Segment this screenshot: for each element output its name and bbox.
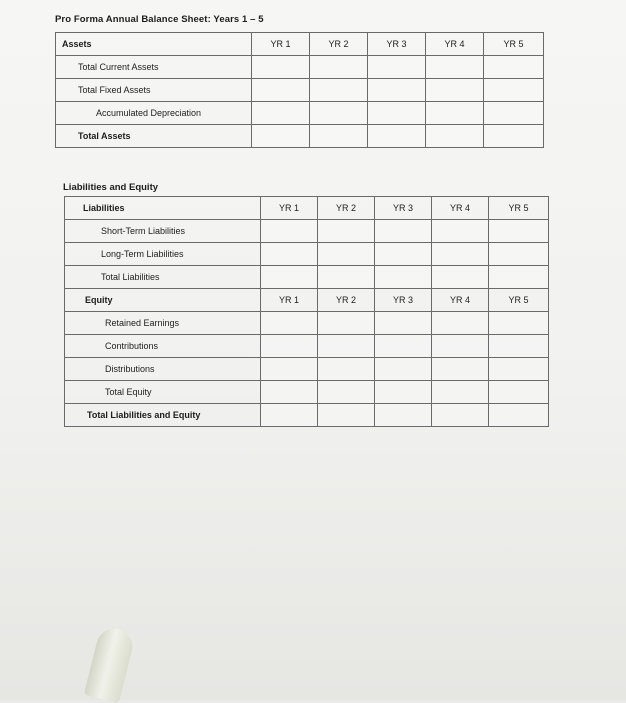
- input-cell[interactable]: [489, 312, 549, 335]
- input-cell[interactable]: [368, 79, 426, 102]
- year-header: YR 1: [252, 33, 310, 56]
- input-cell[interactable]: [432, 243, 489, 266]
- year-header: YR 3: [375, 289, 432, 312]
- year-header: YR 4: [426, 33, 484, 56]
- input-cell[interactable]: [368, 125, 426, 148]
- input-cell[interactable]: [318, 335, 375, 358]
- row-label: Short-Term Liabilities: [65, 220, 261, 243]
- year-header: YR 3: [375, 197, 432, 220]
- input-cell[interactable]: [318, 404, 375, 427]
- input-cell[interactable]: [489, 358, 549, 381]
- input-cell[interactable]: [318, 312, 375, 335]
- input-cell[interactable]: [318, 220, 375, 243]
- row-label: Total Fixed Assets: [56, 79, 252, 102]
- input-cell[interactable]: [252, 56, 310, 79]
- input-cell[interactable]: [426, 125, 484, 148]
- row-label-total: Total Liabilities and Equity: [65, 404, 261, 427]
- equity-header: Equity: [65, 289, 261, 312]
- year-header: YR 4: [432, 197, 489, 220]
- liabilities-equity-title: Liabilities and Equity: [63, 182, 159, 193]
- table-row: [65, 335, 549, 358]
- year-header: YR 5: [489, 289, 549, 312]
- input-cell[interactable]: [318, 358, 375, 381]
- input-cell[interactable]: [368, 56, 426, 79]
- input-cell[interactable]: [310, 102, 368, 125]
- input-cell[interactable]: [375, 312, 432, 335]
- year-header: YR 5: [489, 197, 549, 220]
- input-cell[interactable]: [484, 79, 544, 102]
- input-cell[interactable]: [432, 381, 489, 404]
- liabilities-header: Liabilities: [65, 197, 261, 220]
- input-cell[interactable]: [375, 335, 432, 358]
- input-cell[interactable]: [426, 56, 484, 79]
- year-header: YR 1: [261, 289, 318, 312]
- input-cell[interactable]: [318, 266, 375, 289]
- row-label: Total Current Assets: [56, 56, 252, 79]
- table-row: [65, 197, 549, 220]
- input-cell[interactable]: [489, 243, 549, 266]
- assets-header: Assets: [56, 33, 252, 56]
- input-cell[interactable]: [426, 79, 484, 102]
- input-cell[interactable]: [261, 335, 318, 358]
- table-row: [65, 266, 549, 289]
- input-cell[interactable]: [318, 381, 375, 404]
- finger-photo-artifact: [84, 625, 136, 703]
- row-label: Total Liabilities: [65, 266, 261, 289]
- input-cell[interactable]: [252, 125, 310, 148]
- input-cell[interactable]: [484, 125, 544, 148]
- input-cell[interactable]: [426, 102, 484, 125]
- input-cell[interactable]: [375, 358, 432, 381]
- input-cell[interactable]: [261, 220, 318, 243]
- year-header: YR 2: [318, 289, 375, 312]
- input-cell[interactable]: [375, 220, 432, 243]
- input-cell[interactable]: [375, 266, 432, 289]
- input-cell[interactable]: [484, 102, 544, 125]
- row-label: Long-Term Liabilities: [65, 243, 261, 266]
- row-label-total: Total Assets: [56, 125, 252, 148]
- row-label: Accumulated Depreciation: [56, 102, 252, 125]
- year-header: YR 5: [484, 33, 544, 56]
- table-row: [65, 289, 549, 312]
- input-cell[interactable]: [261, 243, 318, 266]
- table-row: [56, 79, 544, 102]
- table-row: [65, 404, 549, 427]
- row-label: Contributions: [65, 335, 261, 358]
- input-cell[interactable]: [432, 335, 489, 358]
- input-cell[interactable]: [489, 220, 549, 243]
- input-cell[interactable]: [489, 381, 549, 404]
- input-cell[interactable]: [432, 358, 489, 381]
- input-cell[interactable]: [368, 102, 426, 125]
- row-label: Retained Earnings: [65, 312, 261, 335]
- input-cell[interactable]: [375, 243, 432, 266]
- input-cell[interactable]: [432, 266, 489, 289]
- input-cell[interactable]: [432, 312, 489, 335]
- table-row: [56, 56, 544, 79]
- table-row: [65, 220, 549, 243]
- input-cell[interactable]: [484, 56, 544, 79]
- input-cell[interactable]: [261, 404, 318, 427]
- input-cell[interactable]: [310, 79, 368, 102]
- input-cell[interactable]: [261, 312, 318, 335]
- table-row: [65, 381, 549, 404]
- input-cell[interactable]: [432, 220, 489, 243]
- row-label: Distributions: [65, 358, 261, 381]
- year-header: YR 2: [318, 197, 375, 220]
- liabilities-equity-table: [64, 196, 549, 427]
- table-row: [56, 102, 544, 125]
- year-header: YR 4: [432, 289, 489, 312]
- input-cell[interactable]: [252, 102, 310, 125]
- input-cell[interactable]: [489, 335, 549, 358]
- input-cell[interactable]: [318, 243, 375, 266]
- table-row: [56, 33, 544, 56]
- input-cell[interactable]: [489, 266, 549, 289]
- table-row: [65, 243, 549, 266]
- input-cell[interactable]: [261, 381, 318, 404]
- year-header: YR 1: [261, 197, 318, 220]
- input-cell[interactable]: [252, 79, 310, 102]
- input-cell[interactable]: [261, 266, 318, 289]
- input-cell[interactable]: [432, 404, 489, 427]
- row-label: Total Equity: [65, 381, 261, 404]
- input-cell[interactable]: [375, 404, 432, 427]
- input-cell[interactable]: [261, 358, 318, 381]
- table-row: [65, 358, 549, 381]
- input-cell[interactable]: [310, 56, 368, 79]
- input-cell[interactable]: [375, 381, 432, 404]
- input-cell[interactable]: [310, 125, 368, 148]
- page-title: Pro Forma Annual Balance Sheet: Years 1 – 5: [55, 14, 264, 25]
- year-header: YR 2: [310, 33, 368, 56]
- table-row: [65, 312, 549, 335]
- assets-table: [55, 32, 544, 148]
- input-cell[interactable]: [489, 404, 549, 427]
- table-row: [56, 125, 544, 148]
- year-header: YR 3: [368, 33, 426, 56]
